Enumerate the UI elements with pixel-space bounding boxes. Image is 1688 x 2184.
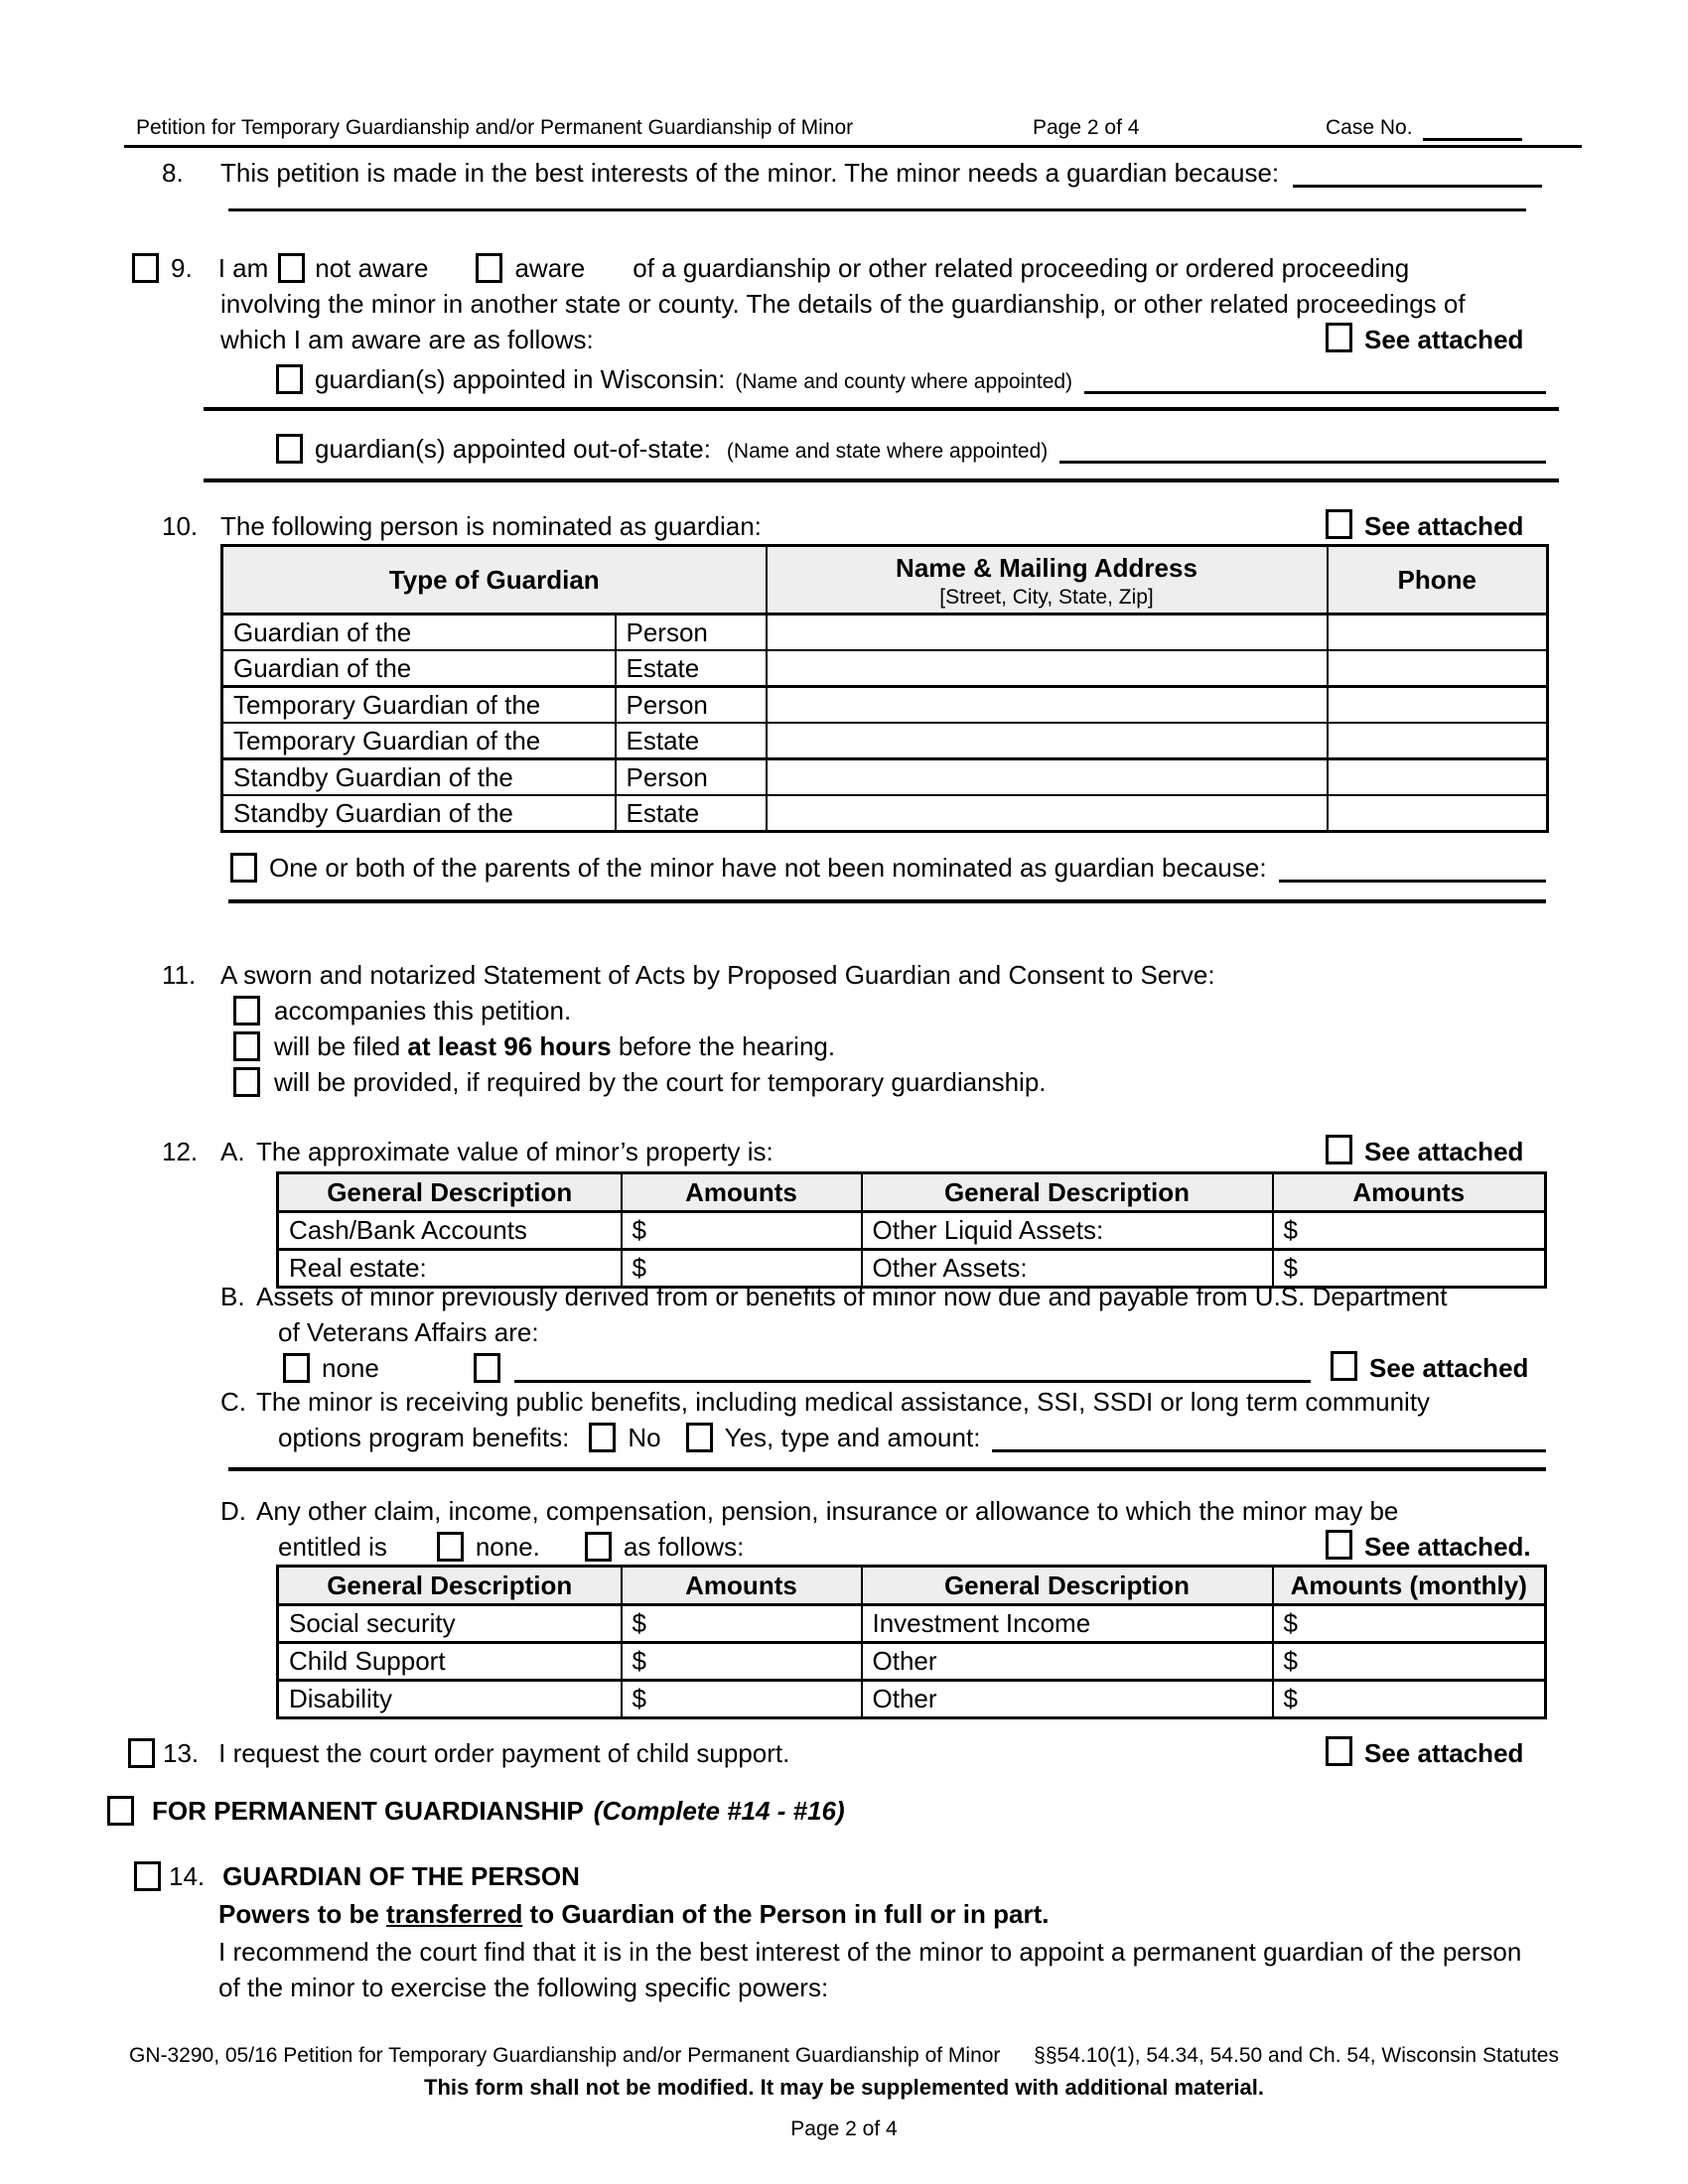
provided-if-required-label: will be provided, if required by the court for temporary guardianship. <box>274 1067 1047 1097</box>
item-11-option-2 <box>233 1028 835 1064</box>
income-col-amounts-1: Amounts <box>622 1567 862 1605</box>
header-case-no-label <box>1326 115 1522 141</box>
filed-96-hours-checkbox[interactable] <box>233 1031 260 1061</box>
item-12-number: 12. <box>162 1137 199 1166</box>
item-9-wisconsin-line <box>276 361 1546 397</box>
parents-not-nominated-checkbox[interactable] <box>230 853 257 883</box>
table-row <box>222 614 1548 651</box>
item-8-reason-field[interactable] <box>1293 155 1542 188</box>
filed-96-hours-pre: will be filed <box>274 1031 408 1061</box>
va-none-label: none <box>322 1353 379 1383</box>
va-none-checkbox[interactable] <box>283 1353 310 1383</box>
item-10-line <box>162 508 762 544</box>
table-row <box>222 687 1548 724</box>
income-amount-cell[interactable]: $ <box>622 1681 862 1718</box>
table-row <box>222 759 1548 796</box>
item-9-line2: involving the minor in another state or county. The details of the guardianship, or other related proceedings of <box>220 289 1466 319</box>
guardian-scope-cell: Person <box>616 614 767 651</box>
filed-96-hours-post: before the hearing. <box>611 1031 836 1061</box>
item-13-number: 13. <box>163 1738 200 1768</box>
item-12b-line1 <box>220 1279 1447 1314</box>
item-12b-see-attached-checkbox[interactable] <box>1331 1351 1357 1381</box>
item-14-powers-line <box>218 1896 1049 1932</box>
item-11-text: A sworn and notarized Statement of Acts by Proposed Guardian and Consent to Serve: <box>220 960 1215 990</box>
item-12b-line2: of Veterans Affairs are: <box>278 1317 539 1347</box>
item-9-line1-rest: of a guardianship or other related proceeding or ordered proceeding <box>633 253 1410 283</box>
col-name-mailing-address <box>767 546 1328 614</box>
col-type-of-guardian: Type of Guardian <box>222 546 767 614</box>
claims-as-follows-label: as follows: <box>623 1532 745 1562</box>
guardian-type-cell: Guardian of the <box>222 614 616 651</box>
wisconsin-guardian-checkbox[interactable] <box>276 364 303 394</box>
property-label-cell: Cash/Bank Accounts <box>278 1212 622 1250</box>
item-9-see-attached <box>1326 322 1523 357</box>
item-9-out-of-state-line <box>276 431 1546 467</box>
item-12d-see-attached-checkbox[interactable] <box>1326 1530 1352 1560</box>
guardian-name-cell[interactable] <box>767 759 1328 796</box>
not-aware-checkbox[interactable] <box>278 253 305 283</box>
guardian-type-cell: Standby Guardian of the <box>222 795 616 832</box>
guardian-name-cell[interactable] <box>767 723 1328 759</box>
guardian-phone-cell[interactable] <box>1328 795 1548 832</box>
item-9-number: 9. <box>171 253 193 283</box>
table-row <box>222 650 1548 687</box>
guardian-type-cell: Guardian of the <box>222 650 616 687</box>
guardian-scope-cell: Person <box>616 759 767 796</box>
col-name-subtitle: [Street, City, State, Zip] <box>939 586 1154 609</box>
item-14-heading: GUARDIAN OF THE PERSON <box>222 1861 580 1891</box>
item-13-line <box>128 1735 789 1771</box>
item-12d-line2 <box>278 1529 744 1565</box>
item-12d-letter: D. <box>220 1496 246 1526</box>
item-14-line <box>134 1858 580 1894</box>
table-row <box>222 795 1548 832</box>
table-row <box>278 1605 1546 1643</box>
aware-label: aware <box>514 253 586 283</box>
property-amount-cell[interactable]: $ <box>1273 1212 1546 1250</box>
benefits-no-label: No <box>628 1423 661 1452</box>
item-10-text: The following person is nominated as guardian: <box>220 511 762 541</box>
powers-post: to Guardian of the Person in full or in part. <box>522 1899 1050 1929</box>
item-12c-continuation-line[interactable] <box>228 1467 1546 1471</box>
benefits-yes-checkbox[interactable] <box>686 1423 713 1452</box>
guardian-type-cell: Temporary Guardian of the <box>222 723 616 759</box>
claims-none-checkbox[interactable] <box>437 1532 464 1562</box>
property-amount-cell[interactable]: $ <box>1273 1250 1546 1288</box>
filed-96-hours-bold: at least 96 hours <box>407 1031 612 1061</box>
permanent-guardianship-title: FOR PERMANENT GUARDIANSHIP <box>152 1796 584 1826</box>
out-of-state-guardian-label: guardian(s) appointed out-of-state: <box>315 434 711 464</box>
permanent-guardianship-subtitle: (Complete #14 - #16) <box>593 1796 845 1826</box>
item-12d-line1 <box>220 1493 1398 1529</box>
item-9-lead: I am <box>217 253 269 283</box>
item-9-line3: which I am aware are as follows: <box>220 325 594 354</box>
powers-transferred: transferred <box>386 1899 523 1929</box>
guardian-phone-cell[interactable] <box>1328 759 1548 796</box>
property-table-header-row <box>278 1173 1546 1212</box>
income-amount-cell[interactable]: $ <box>622 1643 862 1681</box>
item-9-checkbox[interactable] <box>132 253 159 283</box>
minor-income-table <box>276 1565 1547 1719</box>
property-col-description-1: General Description <box>278 1173 622 1212</box>
permanent-guardianship-checkbox[interactable] <box>107 1796 134 1826</box>
item-11-line <box>162 957 1215 993</box>
item-12b-letter: B. <box>220 1282 245 1311</box>
item-14-number: 14. <box>169 1861 206 1891</box>
income-col-description-1: General Description <box>278 1567 622 1605</box>
item-12d-text1: Any other claim, income, compensation, pension, insurance or allowance to which the minor may be <box>256 1496 1399 1526</box>
case-no-field[interactable] <box>1423 116 1522 141</box>
property-amount-cell[interactable]: $ <box>622 1212 862 1250</box>
benefits-type-amount-field[interactable] <box>992 1420 1546 1452</box>
table-row <box>278 1643 1546 1681</box>
not-aware-label: not aware <box>315 253 429 283</box>
item-13-see-attached <box>1326 1735 1523 1771</box>
item-11-option-3 <box>233 1064 1047 1100</box>
item-10-see-attached-checkbox[interactable] <box>1326 509 1352 539</box>
item-12a-see-attached-label: See attached <box>1364 1137 1524 1166</box>
income-label-cell: Other <box>862 1643 1273 1681</box>
item-12c-line2 <box>278 1420 1546 1455</box>
footer-page-number: Page 2 of 4 <box>790 2117 898 2140</box>
item-8-number: 8. <box>162 158 184 188</box>
footer-notice: This form shall not be modified. It may be supplemented with additional material. <box>424 2075 1264 2100</box>
case-no-text: Case No. <box>1326 116 1413 139</box>
income-amount-cell[interactable]: $ <box>1273 1681 1546 1718</box>
guardian-phone-cell[interactable] <box>1328 614 1548 651</box>
page-footer <box>129 2043 1559 2069</box>
guardian-scope-cell: Person <box>616 687 767 724</box>
permanent-guardianship-heading <box>107 1793 845 1829</box>
income-label-cell: Child Support <box>278 1643 622 1681</box>
property-col-amounts-1: Amounts <box>622 1173 862 1212</box>
va-other-field[interactable] <box>514 1350 1311 1383</box>
claims-none-label: none. <box>475 1532 540 1562</box>
item-12c-line1 <box>220 1384 1430 1420</box>
property-col-amounts-2: Amounts <box>1273 1173 1546 1212</box>
income-label-cell: Other <box>862 1681 1273 1718</box>
item-14-checkbox[interactable] <box>134 1861 161 1891</box>
item-10-see-attached-label: See attached <box>1364 511 1524 541</box>
provided-if-required-checkbox[interactable] <box>233 1067 260 1097</box>
item-13-see-attached-checkbox[interactable] <box>1326 1736 1352 1766</box>
item-12d-see-attached-label: See attached. <box>1364 1532 1531 1562</box>
out-of-state-guardian-hint: (Name and state where appointed) <box>726 440 1049 463</box>
property-label-cell: Other Liquid Assets: <box>862 1212 1273 1250</box>
item-11-option-1 <box>233 993 571 1028</box>
property-label-cell: Other Assets: <box>862 1250 1273 1288</box>
item-12b-see-attached-label: See attached <box>1369 1353 1529 1383</box>
item-12d-see-attached <box>1326 1529 1531 1565</box>
wisconsin-guardian-hint: (Name and county where appointed) <box>735 370 1073 393</box>
col-name-title: Name & Mailing Address <box>896 553 1197 583</box>
guardian-phone-cell[interactable] <box>1328 650 1548 687</box>
guardian-name-cell[interactable] <box>767 614 1328 651</box>
parents-not-nominated-continuation-line[interactable] <box>228 899 1546 903</box>
item-12b-see-attached <box>1331 1350 1528 1386</box>
income-amount-cell[interactable]: $ <box>1273 1643 1546 1681</box>
property-label-cell: Real estate: <box>278 1250 622 1288</box>
item-12b-text1: Assets of minor previously derived from or benefits of minor now due and payable from U.S. Department <box>256 1282 1448 1311</box>
parents-not-nominated-text: One or both of the parents of the minor have not been nominated as guardian because: <box>269 853 1267 883</box>
parents-not-nominated-line <box>230 850 1546 886</box>
item-9-see-attached-checkbox[interactable] <box>1326 323 1352 352</box>
guardian-name-cell[interactable] <box>767 795 1328 832</box>
parents-not-nominated-field[interactable] <box>1279 850 1546 883</box>
item-8 <box>162 155 1542 191</box>
item-12a-text: The approximate value of minor’s property is: <box>256 1137 774 1166</box>
income-label-cell: Disability <box>278 1681 622 1718</box>
out-of-state-guardian-checkbox[interactable] <box>276 434 303 464</box>
footer-statutes: §§54.10(1), 54.34, 54.50 and Ch. 54, Wisconsin Statutes <box>1034 2044 1559 2067</box>
item-12a-letter: A. <box>220 1137 245 1166</box>
out-of-state-guardian-field[interactable] <box>1059 431 1546 464</box>
table-row <box>278 1212 1546 1250</box>
item-11-number: 11. <box>162 960 197 990</box>
property-amount-cell[interactable]: $ <box>622 1250 862 1288</box>
guardian-name-cell[interactable] <box>767 687 1328 724</box>
item-12a-line <box>162 1134 774 1169</box>
claims-as-follows-checkbox[interactable] <box>585 1532 612 1562</box>
guardian-type-cell: Standby Guardian of the <box>222 759 616 796</box>
item-12c-letter: C. <box>220 1387 246 1417</box>
benefits-yes-label: Yes, type and amount: <box>724 1423 981 1452</box>
item-10-number: 10. <box>162 511 199 541</box>
benefits-no-checkbox[interactable] <box>589 1423 616 1452</box>
guardian-name-cell[interactable] <box>767 650 1328 687</box>
item-9-see-attached-label: See attached <box>1364 325 1524 354</box>
income-label-cell: Social security <box>278 1605 622 1643</box>
header-page-number: Page 2 of 4 <box>1033 116 1140 139</box>
item-10-see-attached <box>1326 508 1523 544</box>
aware-checkbox[interactable] <box>476 253 502 283</box>
income-amount-cell[interactable]: $ <box>1273 1605 1546 1643</box>
minor-property-table <box>276 1171 1547 1289</box>
wisconsin-guardian-field[interactable] <box>1084 361 1546 394</box>
income-label-cell: Investment Income <box>862 1605 1273 1643</box>
wisconsin-guardian-label: guardian(s) appointed in Wisconsin: <box>315 364 726 394</box>
item-9-wisconsin-continuation-line[interactable] <box>204 407 1559 411</box>
accompanies-petition-label: accompanies this petition. <box>274 996 572 1025</box>
item-13-text: I request the court order payment of child support. <box>218 1738 790 1768</box>
item-13-see-attached-label: See attached <box>1364 1738 1524 1768</box>
nominated-guardian-table <box>220 544 1549 833</box>
item-12d-text2: entitled is <box>278 1532 387 1562</box>
col-phone: Phone <box>1328 546 1548 614</box>
income-col-description-2: General Description <box>862 1567 1273 1605</box>
guardian-scope-cell: Estate <box>616 723 767 759</box>
item-12c-text2: options program benefits: <box>278 1423 570 1452</box>
guardian-table-header-row <box>222 546 1548 614</box>
income-col-amounts-monthly: Amounts (monthly) <box>1273 1567 1546 1605</box>
footer-form-id: GN-3290, 05/16 Petition for Temporary Guardianship and/or Permanent Guardianship of Minor <box>129 2044 1001 2067</box>
guardian-phone-cell[interactable] <box>1328 687 1548 724</box>
item-12c-text1: The minor is receiving public benefits, including medical assistance, SSI, SSDI or long term community <box>256 1387 1431 1417</box>
item-9-out-of-state-continuation-line[interactable] <box>204 478 1559 482</box>
item-12b-none-line <box>283 1350 1311 1386</box>
powers-pre: Powers to be <box>218 1899 387 1929</box>
item-14-paragraph: I recommend the court find that it is in the best interest of the minor to appoint a permanent guardian of the person of the minor to exercise the following specific powers: <box>218 1937 1522 2002</box>
item-13-checkbox[interactable] <box>128 1738 155 1768</box>
filed-96-hours-label <box>274 1028 835 1064</box>
item-12a-see-attached-checkbox[interactable] <box>1326 1135 1352 1164</box>
accompanies-petition-checkbox[interactable] <box>233 996 260 1025</box>
guardian-scope-cell: Estate <box>616 795 767 832</box>
page-header <box>124 109 1582 145</box>
item-12a-see-attached <box>1326 1134 1523 1169</box>
va-other-checkbox[interactable] <box>474 1353 500 1383</box>
header-title: Petition for Temporary Guardianship and/or Permanent Guardianship of Minor <box>136 116 854 139</box>
income-table-header-row <box>278 1567 1546 1605</box>
header-rule <box>124 145 1582 148</box>
guardian-scope-cell: Estate <box>616 650 767 687</box>
guardian-type-cell: Temporary Guardian of the <box>222 687 616 724</box>
item-8-text: This petition is made in the best interests of the minor. The minor needs a guardian because: <box>220 158 1280 188</box>
item-8-reason-line[interactable] <box>228 208 1526 211</box>
income-amount-cell[interactable]: $ <box>622 1605 862 1643</box>
table-row <box>222 723 1548 759</box>
property-col-description-2: General Description <box>862 1173 1273 1212</box>
item-9-line1 <box>132 250 1409 286</box>
guardian-phone-cell[interactable] <box>1328 723 1548 759</box>
table-row <box>278 1681 1546 1718</box>
